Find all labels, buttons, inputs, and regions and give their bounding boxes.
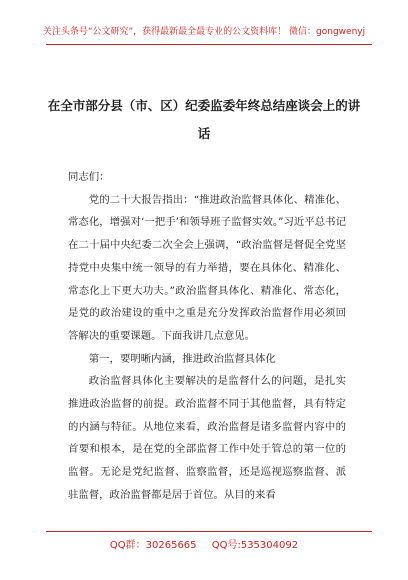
header-banner: 关注头条号“公文研究”，获得最新最全最专业的公文资料库！ 微信：gongwenyj (42, 27, 366, 37)
document-title: 在全市部分县（市、区）纪委监委年终总结座谈会上的讲 (47, 98, 361, 113)
footer-qq-number: QQ号:535304092 (211, 540, 299, 551)
document-body (68, 166, 346, 507)
salutation: 同志们： (68, 171, 110, 183)
footer (0, 536, 408, 551)
document-title-continuation: 话 (197, 126, 211, 141)
footer-divider (46, 531, 372, 532)
paragraph-section-1: 政治监督具体化主要解决的是监督什么的问题，是扎实推进政治监督的前提。政治监督不同于其他监督，具有特定的内涵与特征。从地位来看，政治监督是诸多监督内容中的首要和根本，是在党的全部监督工作中处于管总的第一位的监督。无论是党纪监督、监察监督，还是巡视巡察监督、派驻监督，政治监督都是居于首位。从目的来看 (68, 375, 346, 501)
header-divider (46, 44, 372, 45)
section-heading-1: 第一，要明晰内涵，推进政治监督具体化 (88, 352, 276, 365)
paragraph-intro: 党的二十大报告指出：“推进政治监督具体化、精准化、常态化，增强对‘一把手’和领导班子监督实效。”习近平总书记在二十届中央纪委二次全会上强调，“政治监督是督促全党坚持党中央集中统一领导的有力举措，要在具体化、精准化、常态化上下更大功夫。”政治监督具体化、精准化、常态化，是党的政治建设的重中之重是充分发挥政治监督作用必须回答解决的重要课题。下面我讲几点意见。 (68, 193, 346, 342)
footer-qq-group: QQ群：30265665 (109, 540, 197, 551)
